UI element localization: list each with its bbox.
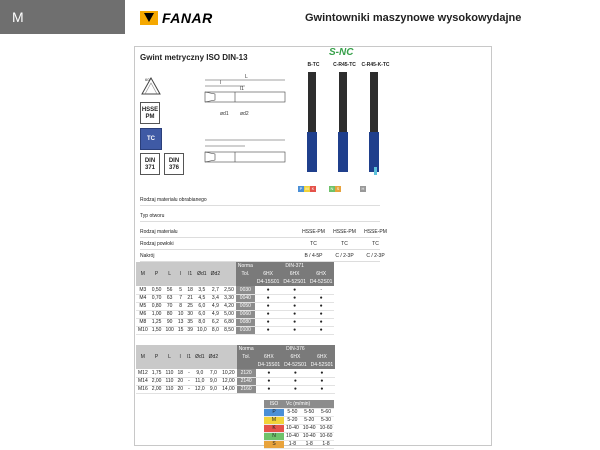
logo-mark-icon bbox=[140, 11, 158, 25]
tc-coating-badge: TC bbox=[140, 128, 162, 150]
table-cell: 1,75 bbox=[151, 369, 162, 376]
table-cell: M5 bbox=[136, 302, 150, 310]
table-cell: 5-50 bbox=[301, 408, 318, 416]
table-cell: 25 bbox=[187, 303, 193, 309]
table-cell: 12,0 bbox=[194, 386, 205, 392]
material-h-icon: H bbox=[361, 186, 365, 191]
table-cell: 0030 bbox=[236, 286, 255, 294]
vc-row bbox=[264, 432, 334, 440]
table-cell: ● bbox=[281, 294, 308, 302]
table-cell: 3,5 bbox=[195, 286, 209, 294]
table-cell: 5-60 bbox=[318, 408, 335, 416]
table-cell: 20 bbox=[177, 378, 184, 384]
table-cell: 63 bbox=[163, 294, 175, 302]
table-cell: - bbox=[185, 385, 193, 393]
logo-text: FANAR bbox=[162, 10, 213, 26]
table-cell: 18 bbox=[177, 369, 184, 376]
table-cell: - bbox=[308, 286, 335, 294]
table-cell: 2,50 bbox=[224, 286, 234, 293]
table-cell: 4,5 bbox=[195, 294, 209, 302]
page-title: Gwintowniki maszynowe wysokowydajne bbox=[305, 12, 522, 24]
table-row bbox=[136, 318, 334, 326]
table-cell: 10,20 bbox=[222, 369, 235, 376]
table-cell: 9,0 bbox=[207, 385, 220, 393]
material-n-icon: N bbox=[330, 186, 334, 191]
table-cell: ● bbox=[308, 294, 335, 302]
col-l: l bbox=[176, 262, 186, 286]
table-cell: 4,9 bbox=[209, 310, 222, 318]
rail-side bbox=[0, 34, 125, 450]
table-cell: ● bbox=[255, 310, 282, 318]
table-cell: 1,50 bbox=[151, 327, 162, 333]
tol-label: Tol. bbox=[236, 270, 255, 278]
size-table-din371: M P L l l1 Ød1 Ød2 Norma DIN-371 Tol. 6HX 6HX 6HX D4-15S01 D4-52S01 D4-52S01 M3 0,50 56 5 18 3,5 2,7 2,50 0030 ● ● - M4 0,70 63 7 21 4,5 3,4 3,30 0040 ● ● ● M5 0,80 70 8 25 6,0 4,9 4,20 0050 ● ● ● M6 1,00 80 10 30 6,0 4,9 5,00 0060 ● ● ● M8 1,25 90 13 35 8,0 6,2 6,80 0080 ● ● ● M10 1,50 100 15 39 10,0 8,0 8,50 0100 ● ● ● bbox=[138, 263, 333, 333]
vc-row bbox=[264, 408, 334, 416]
table-row bbox=[136, 385, 335, 393]
table-cell: 20 bbox=[177, 386, 184, 392]
table-cell: ● bbox=[282, 377, 309, 385]
table-cell: ● bbox=[255, 326, 282, 334]
table-cell: 7 bbox=[176, 294, 186, 302]
table-cell: 56 bbox=[163, 286, 175, 294]
table-row bbox=[136, 286, 334, 294]
hsse-pm-badge: HSSE PM bbox=[140, 102, 160, 124]
table-cell: 9,0 bbox=[207, 377, 220, 385]
property-row: Typ otworu bbox=[140, 210, 380, 222]
thread-length-label: l bbox=[220, 80, 222, 86]
table-cell: 10,0 bbox=[196, 327, 207, 333]
table-cell: 6,0 bbox=[195, 302, 209, 310]
table-row bbox=[136, 310, 334, 318]
table-cell: 1-8 bbox=[318, 440, 335, 448]
table-cell: 8 bbox=[176, 302, 186, 310]
table-cell: 6,80 bbox=[224, 319, 234, 325]
table-cell: ● bbox=[256, 385, 283, 393]
product-brand: S-NC bbox=[329, 47, 354, 58]
vc-row bbox=[264, 440, 334, 448]
table-cell: 6,0 bbox=[195, 310, 209, 318]
material-k-icon: K bbox=[311, 186, 315, 191]
table-cell: 39 bbox=[187, 327, 193, 333]
table-cell: ● bbox=[255, 302, 282, 310]
table-cell: 10-40 bbox=[302, 425, 316, 431]
table-cell: 0,70 bbox=[151, 295, 162, 301]
table-cell: 2140 bbox=[237, 377, 256, 385]
table-cell: 8,50 bbox=[224, 327, 234, 333]
table-cell: 5-50 bbox=[284, 408, 301, 416]
property-row: Nakrój B / 4-5P C / 2-3P C / 2-3P bbox=[140, 250, 380, 262]
table-cell: 2,7 bbox=[209, 286, 222, 294]
iso-group-badge: K bbox=[264, 424, 284, 432]
table-cell: 7,0 bbox=[207, 369, 220, 377]
tool-column-headers bbox=[298, 62, 391, 68]
din-376-badge: DIN 376 bbox=[164, 153, 184, 175]
table-cell: 21 bbox=[187, 295, 193, 301]
table-cell: - bbox=[185, 369, 193, 377]
angle-label: 60° bbox=[145, 77, 152, 82]
table-cell: ● bbox=[281, 326, 308, 334]
table-cell: 5 bbox=[176, 286, 186, 294]
column-header: B-TC bbox=[307, 62, 320, 68]
table-cell: ● bbox=[281, 318, 308, 326]
table-cell: 70 bbox=[163, 302, 175, 310]
table-cell: ● bbox=[308, 310, 335, 318]
table-cell: 30 bbox=[187, 311, 193, 317]
material-icons-col1 bbox=[298, 186, 316, 192]
thread-angle-icon bbox=[140, 74, 162, 96]
table-cell: ● bbox=[255, 318, 282, 326]
shank-length-label: l1 bbox=[240, 86, 244, 92]
iso-label: ISO bbox=[264, 400, 284, 408]
vc-label: Vc (m/min) bbox=[284, 400, 334, 408]
table-cell: 8,0 bbox=[195, 318, 209, 326]
table-cell: 35 bbox=[187, 319, 193, 325]
table-row bbox=[136, 302, 334, 310]
table-cell: 2,00 bbox=[151, 378, 162, 384]
table-cell: M12 bbox=[138, 369, 148, 376]
col-l1: l1 bbox=[185, 262, 195, 286]
table-cell: 5,00 bbox=[224, 311, 234, 317]
table-cell: 6,2 bbox=[209, 318, 222, 326]
col-drill-icon bbox=[222, 262, 236, 286]
table-cell: 9,0 bbox=[193, 369, 207, 377]
property-row: Rodzaj materiału obrabianego bbox=[140, 194, 380, 206]
table-cell: 110 bbox=[165, 378, 174, 384]
table-cell: ● bbox=[281, 310, 308, 318]
left-rail bbox=[0, 0, 125, 450]
table-cell: M6 bbox=[136, 310, 150, 318]
table-cell: 1-8 bbox=[301, 440, 318, 448]
table-cell: 18 bbox=[187, 286, 193, 293]
material-p-icon: P bbox=[299, 186, 303, 191]
table-cell: 3,30 bbox=[224, 295, 234, 301]
column-header: C-R45-K-TC bbox=[361, 62, 390, 68]
table-row bbox=[136, 377, 335, 385]
table-cell: 4,9 bbox=[209, 302, 222, 310]
table-cell: 0040 bbox=[236, 294, 255, 302]
table-cell: 15 bbox=[177, 327, 184, 333]
table-cell: 80 bbox=[163, 310, 175, 318]
table-cell: 90 bbox=[163, 318, 175, 326]
table-cell: 4,20 bbox=[224, 303, 234, 309]
table-cell: 2120 bbox=[237, 369, 256, 377]
property-row: Rodzaj materiału HSSE-PM HSSE-PM HSSE-PM bbox=[140, 226, 380, 238]
table-cell: ● bbox=[309, 385, 336, 393]
table-cell: ● bbox=[256, 377, 283, 385]
norma-label: Norma bbox=[237, 263, 253, 269]
iso-group-badge: P bbox=[264, 408, 284, 416]
table-cell: 0,50 bbox=[151, 286, 162, 293]
length-label: L bbox=[245, 74, 248, 80]
column-header: C-R45-TC bbox=[333, 62, 356, 68]
table-cell: M16 bbox=[138, 386, 148, 392]
vc-row bbox=[264, 416, 334, 424]
table-cell: M4 bbox=[136, 294, 150, 302]
size-table-din376: M P L l l1 Ød1 Ød2 Norma DIN-376 Tol. 6HX 6HX 6HX D4-15S01 D4-52S01 D4-52S01 M12 1,75 110 18 - 9,0 7,0 10,20 2120 ● ● ● M14 2,00 110 20 - 11,0 9,0 12,00 2140 ● ● ● M16 2,00 110 20 - 12,0 9,0 14,00 2160 ● ● ● bbox=[138, 346, 334, 392]
table-cell: ● bbox=[282, 385, 309, 393]
table-cell: M3 bbox=[136, 286, 150, 294]
din-371-badge: DIN 371 bbox=[140, 153, 160, 175]
property-row: Rodzaj powłoki TC TC TC bbox=[140, 238, 380, 250]
table-cell: 5-30 bbox=[318, 416, 335, 424]
table-row bbox=[136, 369, 335, 377]
table-cell: 5-20 bbox=[301, 416, 318, 424]
table-cell: 0,80 bbox=[151, 303, 162, 309]
brand-logo bbox=[140, 10, 213, 26]
table-cell: 14,00 bbox=[222, 386, 235, 392]
diameter-2-label: ød2 bbox=[240, 111, 249, 117]
table-cell: 12,00 bbox=[222, 378, 235, 384]
table-cell: 11,0 bbox=[193, 377, 207, 385]
material-m-icon: M bbox=[305, 186, 309, 191]
table-cell: ● bbox=[308, 326, 335, 334]
col-L: L bbox=[163, 262, 175, 286]
table-cell: 2,00 bbox=[151, 386, 162, 392]
col-m: M bbox=[136, 262, 150, 286]
table-cell: 5-20 bbox=[284, 416, 301, 424]
tap-product-photos bbox=[298, 72, 393, 192]
iso-group-badge: M bbox=[264, 416, 284, 424]
table-cell: ● bbox=[256, 369, 283, 377]
norma-value: DIN-371 bbox=[255, 262, 335, 270]
table-cell: 0100 bbox=[236, 326, 255, 334]
table-cell: M10 bbox=[138, 327, 148, 333]
diameter-1-label: ød1 bbox=[220, 111, 229, 117]
table-row bbox=[136, 326, 334, 334]
material-icons-col2 bbox=[329, 186, 341, 192]
table-cell: ● bbox=[255, 294, 282, 302]
table-cell: 13 bbox=[177, 319, 184, 325]
table-row bbox=[136, 294, 334, 302]
table-cell: 2160 bbox=[237, 385, 256, 393]
col-p: P bbox=[150, 262, 164, 286]
table-cell: M8 bbox=[136, 318, 150, 326]
table-cell: ● bbox=[255, 286, 282, 294]
table-cell: M14 bbox=[138, 378, 148, 384]
table-cell: 1,00 bbox=[151, 311, 162, 317]
cutting-speed-table bbox=[264, 400, 334, 449]
vc-row bbox=[264, 424, 334, 432]
table-cell: 10 bbox=[177, 311, 184, 317]
table-cell: ● bbox=[309, 369, 336, 377]
material-icons-col3 bbox=[360, 186, 366, 192]
table-cell: 3,4 bbox=[209, 294, 222, 302]
table-cell: - bbox=[185, 377, 193, 385]
table-cell: 8,0 bbox=[209, 326, 222, 334]
table-cell: ● bbox=[281, 302, 308, 310]
table-cell: 0050 bbox=[236, 302, 255, 310]
table-cell: 10-40 bbox=[286, 425, 299, 431]
table-cell: 1-8 bbox=[284, 440, 301, 448]
table-cell: 10-40 bbox=[302, 433, 316, 439]
section-tab: M bbox=[0, 0, 125, 34]
col-d1: Ød1 bbox=[195, 262, 209, 286]
tap-technical-drawing bbox=[185, 70, 295, 180]
table-cell: 10-60 bbox=[319, 425, 333, 431]
table-cell: 110 bbox=[165, 369, 174, 376]
iso-group-badge: S bbox=[264, 440, 284, 448]
col-d2: Ød2 bbox=[209, 262, 222, 286]
table-cell: 0060 bbox=[236, 310, 255, 318]
table-cell: ● bbox=[309, 377, 336, 385]
table-cell: 0080 bbox=[236, 318, 255, 326]
material-s-icon: S bbox=[336, 186, 340, 191]
table-cell: 10-60 bbox=[319, 433, 333, 439]
spec-title: Gwint metryczny ISO DIN-13 bbox=[140, 53, 248, 62]
table-cell: ● bbox=[308, 302, 335, 310]
table-cell: ● bbox=[282, 369, 309, 377]
table-cell: ● bbox=[281, 286, 308, 294]
table-cell: 10-40 bbox=[286, 433, 299, 439]
iso-group-badge: N bbox=[264, 432, 284, 440]
table-cell: ● bbox=[308, 318, 335, 326]
table-cell: 1,25 bbox=[151, 319, 162, 325]
table-cell: 110 bbox=[165, 386, 174, 392]
table-cell: 100 bbox=[165, 327, 174, 333]
